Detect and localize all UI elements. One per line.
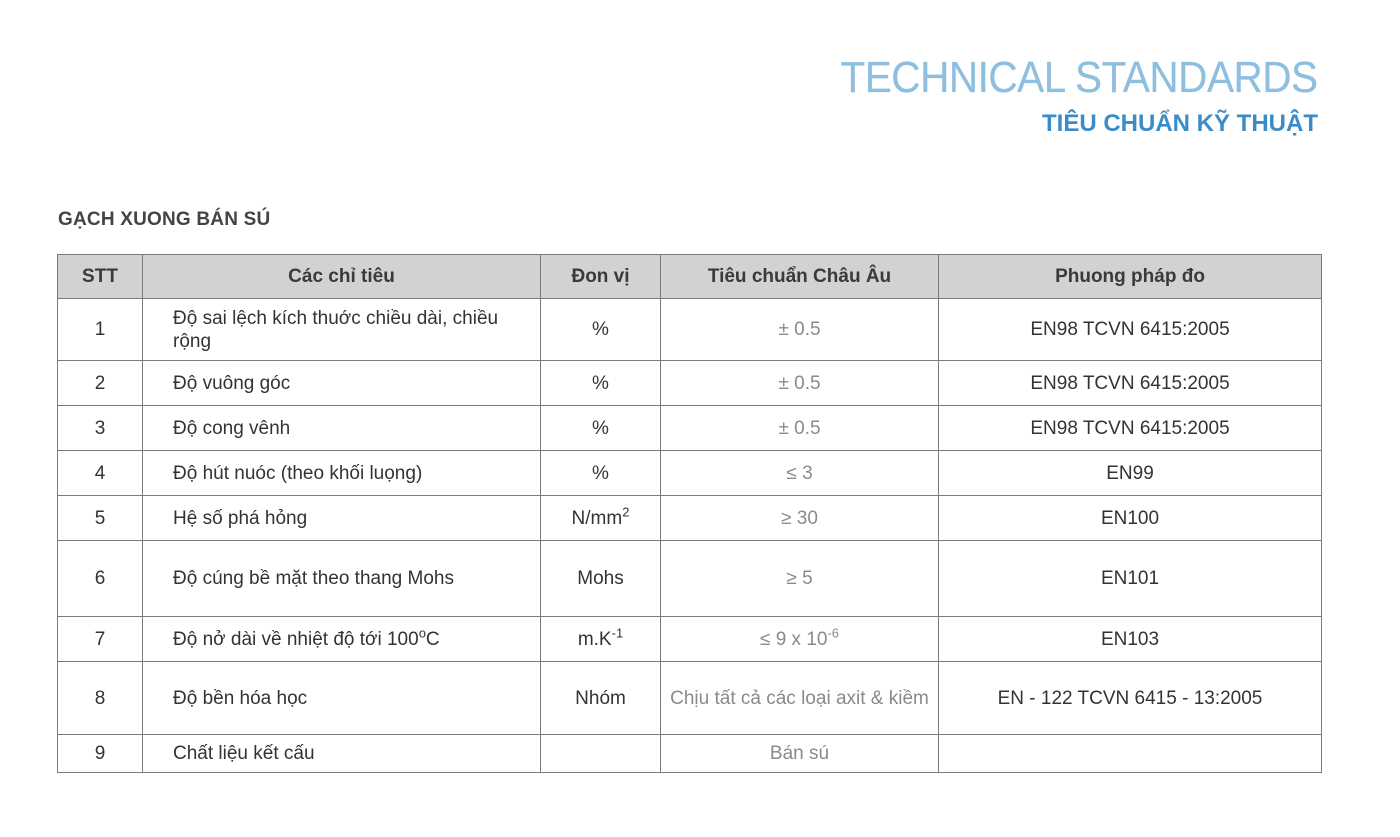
- cell-unit: %: [541, 406, 661, 451]
- cell-criteria: Hệ số phá hỏng: [143, 496, 541, 541]
- table-row: [58, 451, 1322, 496]
- cell-unit: [541, 735, 661, 773]
- cell-unit: [541, 617, 661, 662]
- cell-criteria: Độ sai lệch kích thuớc chiều dài, chiều rộng: [143, 299, 541, 361]
- spec-table: [57, 254, 1322, 773]
- criteria-suffix: C: [425, 628, 440, 650]
- cell-method: EN98 TCVN 6415:2005: [939, 361, 1322, 406]
- cell-unit: Mohs: [541, 541, 661, 617]
- unit-superscript: 2: [622, 504, 630, 520]
- cell-method: EN98 TCVN 6415:2005: [939, 406, 1322, 451]
- cell-stt: 8: [58, 662, 143, 735]
- table-row: [58, 299, 1322, 361]
- cell-stt: 3: [58, 406, 143, 451]
- cell-method: EN100: [939, 496, 1322, 541]
- cell-unit: %: [541, 299, 661, 361]
- table-row: [58, 662, 1322, 735]
- cell-method: EN99: [939, 451, 1322, 496]
- col-header-eu-standard: Tiêu chuẩn Châu Âu: [661, 255, 939, 299]
- cell-criteria: Độ bền hóa học: [143, 662, 541, 735]
- table-row: [58, 361, 1322, 406]
- section-title: GẠCH XUONG BÁN SÚ: [58, 209, 271, 230]
- cell-criteria: Độ cong vênh: [143, 406, 541, 451]
- cell-standard: ± 0.5: [661, 299, 939, 361]
- cell-stt: 1: [58, 299, 143, 361]
- standard-text: ≤ 9 x 10: [759, 628, 828, 650]
- cell-standard: ± 0.5: [661, 406, 939, 451]
- cell-unit: %: [541, 451, 661, 496]
- cell-stt: 2: [58, 361, 143, 406]
- cell-method: [939, 735, 1322, 773]
- standard-superscript: -6: [827, 625, 840, 641]
- table-row: [58, 617, 1322, 662]
- unit-superscript: -1: [611, 625, 624, 641]
- cell-criteria: Độ hút nuóc (theo khối luọng): [143, 451, 541, 496]
- cell-standard: ≤ 3: [661, 451, 939, 496]
- table-row: [58, 496, 1322, 541]
- cell-method: EN - 122 TCVN 6415 - 13:2005: [939, 662, 1322, 735]
- cell-method: EN101: [939, 541, 1322, 617]
- cell-standard: Bán sú: [661, 735, 939, 773]
- criteria-text: Độ nở dài về nhiệt độ tới 100: [173, 628, 419, 650]
- col-header-stt: STT: [58, 255, 143, 299]
- cell-stt: 6: [58, 541, 143, 617]
- cell-criteria: Độ vuông góc: [143, 361, 541, 406]
- header-title-vi: TIÊU CHUẨN KỸ THUẬT: [1042, 110, 1318, 137]
- cell-standard: ≥ 30: [661, 496, 939, 541]
- col-header-method: Phuong pháp đo: [939, 255, 1322, 299]
- cell-stt: 5: [58, 496, 143, 541]
- cell-standard: ± 0.5: [661, 361, 939, 406]
- cell-criteria: Chất liệu kết cấu: [143, 735, 541, 773]
- table-header-row: [58, 255, 1322, 299]
- cell-unit: %: [541, 361, 661, 406]
- cell-standard: ≥ 5: [661, 541, 939, 617]
- cell-stt: 9: [58, 735, 143, 773]
- col-header-unit: Đon vị: [541, 255, 661, 299]
- cell-stt: 7: [58, 617, 143, 662]
- cell-method: EN103: [939, 617, 1322, 662]
- col-header-criteria: Các chỉ tiêu: [143, 255, 541, 299]
- unit-text: m.K: [577, 628, 612, 650]
- table-row: [58, 541, 1322, 617]
- cell-stt: 4: [58, 451, 143, 496]
- table-row: [58, 735, 1322, 773]
- cell-criteria: [143, 617, 541, 662]
- cell-unit: [541, 496, 661, 541]
- unit-text: N/mm: [571, 507, 623, 529]
- table-row: [58, 406, 1322, 451]
- cell-unit: Nhóm: [541, 662, 661, 735]
- cell-standard: Chịu tất cả các loại axit & kiềm: [661, 662, 939, 735]
- header-title-en: TECHNICAL STANDARDS: [840, 53, 1318, 102]
- cell-method: EN98 TCVN 6415:2005: [939, 299, 1322, 361]
- criteria-superscript: o: [418, 625, 426, 641]
- cell-standard: [661, 617, 939, 662]
- cell-criteria: Độ cúng bề mặt theo thang Mohs: [143, 541, 541, 617]
